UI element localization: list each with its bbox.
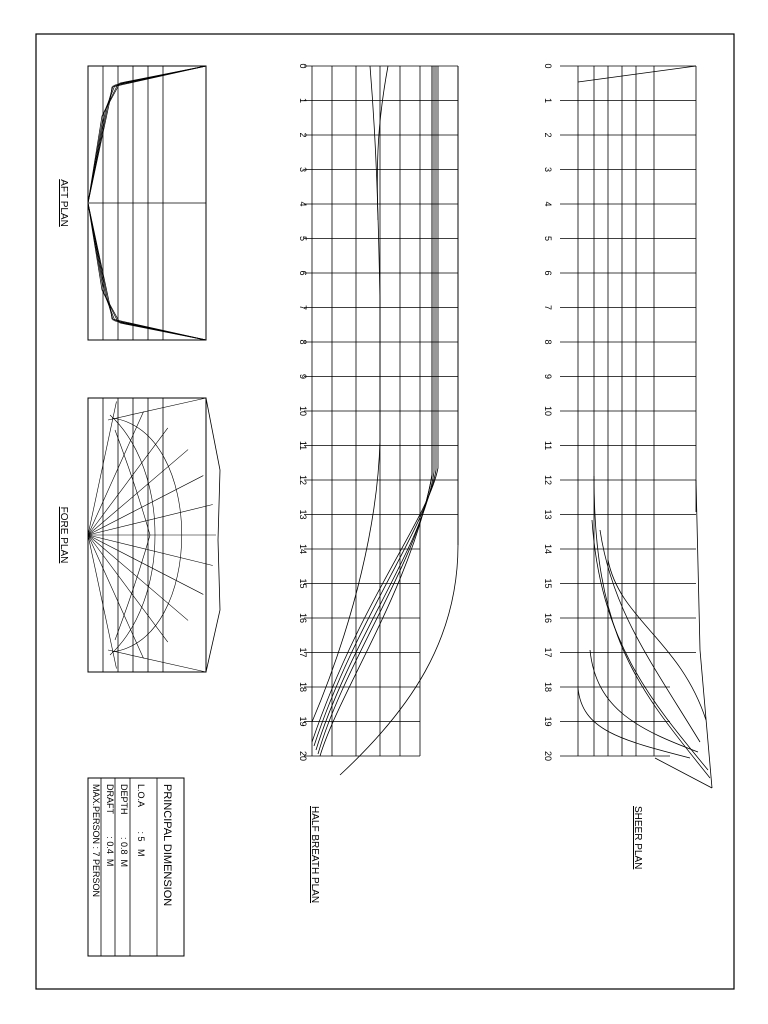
station-label: 8 [543,339,553,345]
station-label: 5 [298,235,308,242]
station-label: 11 [298,440,308,451]
fore-plan [58,398,220,672]
station-label: 14 [543,543,553,555]
station-label: 14 [298,543,308,555]
dimension-row-loa: L.O.A : 5 M [136,784,146,857]
station-label: 8 [298,339,308,345]
station-label: 0 [298,63,308,69]
half-breath-plan-label: HALF BREATH PLAN [309,806,320,904]
dimension-row-max-person: MAX.PERSON : 7 PERSON [91,784,101,898]
fore-plan-label: FORE PLAN [58,506,69,564]
station-label: 6 [298,270,308,276]
station-label: 3 [543,166,553,173]
station-label: 7 [298,304,308,311]
station-label: 7 [543,304,553,311]
dimension-row-depth: DEPTH : 0.8 M [119,784,129,868]
aft-plan-label: AFT PLAN [58,179,69,227]
station-label: 19 [298,716,308,727]
station-label: 15 [298,578,308,589]
station-label: 2 [543,132,553,138]
station-label: 19 [543,716,553,727]
station-label: 5 [543,235,553,242]
station-label: 10 [298,405,308,417]
half-breath-plan [298,63,458,903]
station-label: 9 [298,373,308,380]
station-label: 4 [543,201,553,207]
station-label: 20 [543,750,553,762]
station-label: 10 [543,405,553,417]
aft-plan [58,66,206,340]
station-label: 4 [298,201,308,207]
station-label: 20 [298,750,308,762]
principal-dimension-table [88,778,184,956]
station-label: 17 [543,647,553,658]
station-label: 1 [543,97,553,104]
principal-dimension-title: PRINCIPAL DIMENSION [161,784,173,907]
station-label: 17 [298,647,308,658]
station-label: 18 [298,681,308,693]
station-label: 1 [298,97,308,104]
dimension-row-draft: DRAFT : 0.4 M [105,784,115,867]
station-label: 16 [543,612,553,624]
station-label: 3 [298,166,308,173]
sheer-plan [543,63,712,869]
station-label: 15 [543,578,553,589]
half-breath-station-labels [298,63,308,761]
station-label: 0 [543,63,553,69]
station-label: 16 [298,612,308,624]
station-label: 2 [298,132,308,138]
station-label: 6 [543,270,553,276]
station-label: 12 [543,474,553,486]
sheer-station-labels [543,63,553,761]
sheer-plan-label: SHEER PLAN [632,806,643,870]
station-label: 9 [543,373,553,380]
station-label: 18 [543,681,553,693]
station-label: 13 [543,509,553,520]
station-label: 12 [298,474,308,486]
station-label: 11 [543,440,553,451]
station-label: 13 [298,509,308,520]
